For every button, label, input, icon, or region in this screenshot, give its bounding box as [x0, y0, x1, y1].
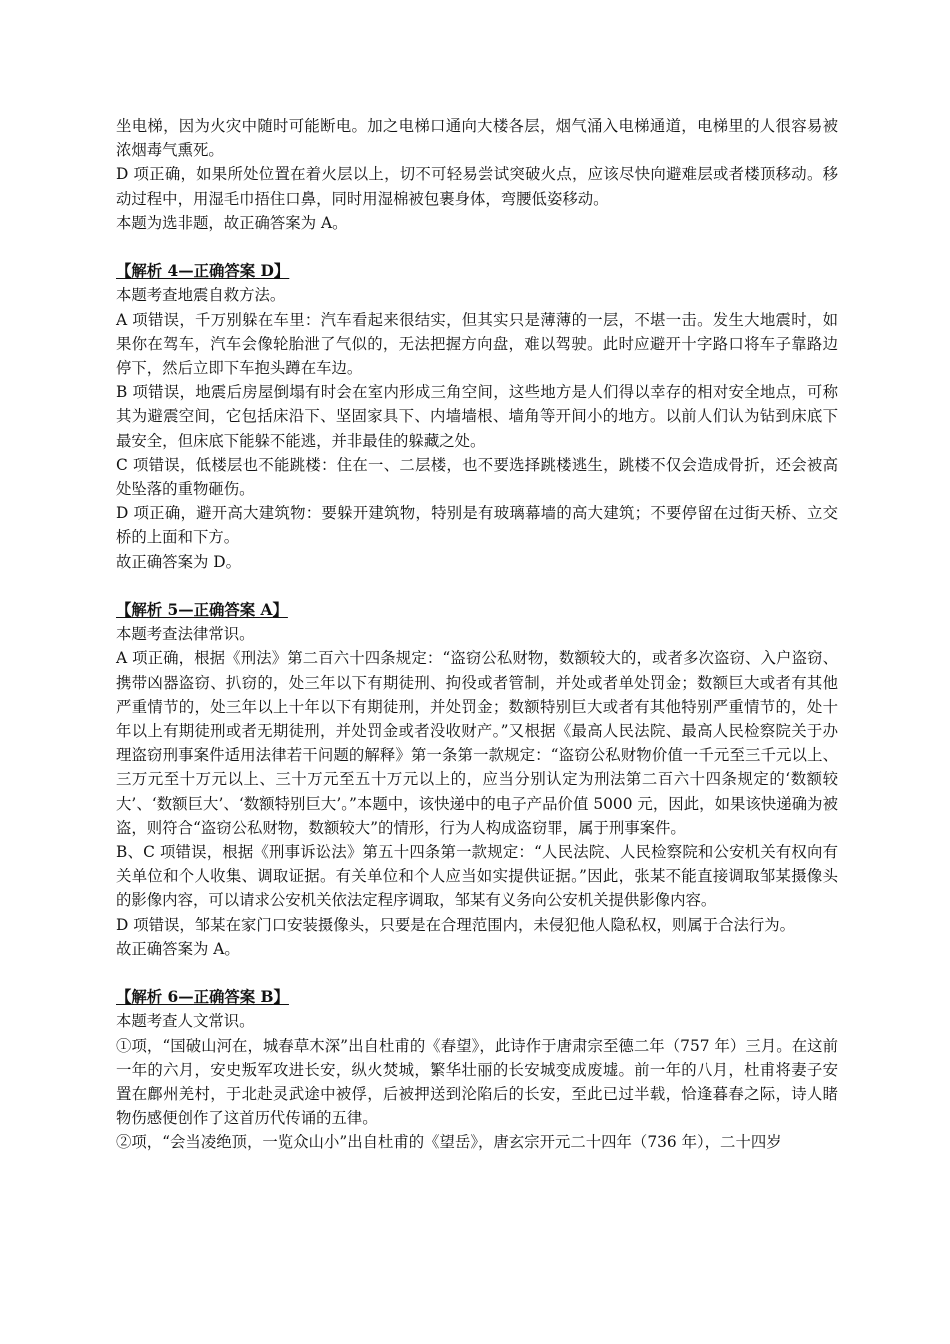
blank-line: [116, 961, 838, 985]
option-d-paragraph: D 项错误，邹某在家门口安装摄像头，只要是在合理范围内，未侵犯他人隐私权，则属于合法行为。: [116, 915, 796, 934]
analysis-section-4: [116, 259, 838, 574]
option-a-paragraph: A 项错误，千万别躲在车里：汽车看起来很结实，但其实只是薄薄的一层，不堪一击。发生大地震时，如果你在驾车，汽车会像轮胎泄了气似的，无法把握方向盘，难以驾驶。此时应避开十字路口将车子靠路边停下，然后立即下车抱头蹲在车边。: [116, 310, 838, 378]
section-heading: 【解析 5—正确答案 A】: [116, 601, 288, 620]
option-d-paragraph: D 项正确，如果所处位置在着火层以上，切不可轻易尝试突破火点，应该尽快向避难层或者楼顶移动。移动过程中，用湿毛巾捂住口鼻，同时用湿棉被包裹身体，弯腰低姿移动。: [116, 165, 838, 208]
paragraph: 坐电梯，因为火灾中随时可能断电。加之电梯口通向大楼各层，烟气涌入电梯通道，电梯里的人很容易被浓烟毒气熏死。: [116, 117, 838, 160]
document-page: [116, 114, 838, 1155]
conclusion: 本题为选非题，故正确答案为 A。: [116, 213, 348, 232]
option-c-paragraph: C 项错误，低楼层也不能跳楼：住在一、二层楼，也不要选择跳楼逃生，跳楼不仅会造成骨折，还会被高处坠落的重物砸伤。: [116, 455, 838, 499]
item-2-paragraph: ②项，“会当凌绝顶，一览众山小”出自杜甫的《望岳》，唐玄宗开元二十四年（736 年），二十四岁: [116, 1133, 782, 1152]
blank-line: [116, 235, 838, 259]
blank-line: [116, 574, 838, 598]
option-d-paragraph: D 项正确，避开高大建筑物：要躲开建筑物，特别是有玻璃幕墙的高大建筑；不要停留在过街天桥、立交桥的上面和下方。: [116, 504, 838, 547]
intro: 本题考查法律常识。: [116, 625, 255, 644]
conclusion: 故正确答案为 D。: [116, 552, 241, 571]
analysis-section-5: [116, 598, 838, 961]
option-bc-paragraph: B、C 项错误，根据《刑事诉讼法》第五十四条第一款规定：“人民法院、人民检察院和公安机关有权向有关单位和个人收集、调取证据。有关单位和个人应当如实提供证据。”因此，张某不能直接调取邹某摄像头的影像内容，可以请求公安机关依法定程序调取，邹某有义务向公安机关提供影像内容。: [116, 843, 838, 910]
intro: 本题考查人文常识。: [116, 1012, 255, 1031]
intro: 本题考查地震自救方法。: [116, 286, 286, 305]
item-1-paragraph: ①项，“国破山河在，城春草木深”出自杜甫的《春望》，此诗作于唐肃宗至德二年（757 年）三月。在这前一年的六月，安史叛军攻进长安，纵火焚城，繁华壮丽的长安城变成废墟。前一年的八月，杜甫将妻子安置在鄜州羌村，于北赴灵武途中被俘，后被押送到沦陷后的长安，至此已过半载，恰逢暮春之际，诗人睹物伤感便创作了这首历代传诵的五律。: [116, 1036, 838, 1128]
conclusion: 故正确答案为 A。: [116, 939, 240, 958]
option-a-paragraph: A 项正确，根据《刑法》第二百六十四条规定：“盗窃公私财物，数额较大的，或者多次盗窃、入户盗窃、携带凶器盗窃、扒窃的，处三年以下有期徒刑、拘役或者管制，并处或者单处罚金；数额巨大或者有其他严重情节的，处三年以上十年以下有期徒刑，并处罚金；数额特别巨大或者有其他特别严重情节的，处十年以上有期徒刑或者无期徒刑，并处罚金或者没收财产。”又根据《最高人民法院、最高人民检察院关于办理盗窃刑事案件适用法律若干问题的解释》第一条第一款规定：“盗窃公私财物价值一千元至三千元以上、三万元至十万元以上、三十万元至五十万元以上的，应当分别认定为刑法第二百六十四条规定的‘数额较大’、‘数额巨大’、‘数额特别巨大’。”本题中，该快递中的电子产品价值 5000 元，因此，如果该快递确为被盗，则符合“盗窃公私财物，数额较大”的情形，行为人构成盗窃罪，属于刑事案件。: [116, 649, 838, 837]
option-b-paragraph: B 项错误，地震后房屋倒塌有时会在室内形成三角空间，这些地方是人们得以幸存的相对安全地点，可称其为避震空间，它包括床沿下、坚固家具下、内墙墙根、墙角等开间小的地方。以前人们认为钻到床底下最安全，但床底下能躲不能逃，并非最佳的躲藏之处。: [116, 383, 838, 450]
section-heading: 【解析 6—正确答案 B】: [116, 988, 289, 1007]
analysis-section-6: [116, 985, 838, 1154]
previous-answer-continuation: [116, 114, 838, 235]
section-heading: 【解析 4—正确答案 D】: [116, 262, 290, 281]
